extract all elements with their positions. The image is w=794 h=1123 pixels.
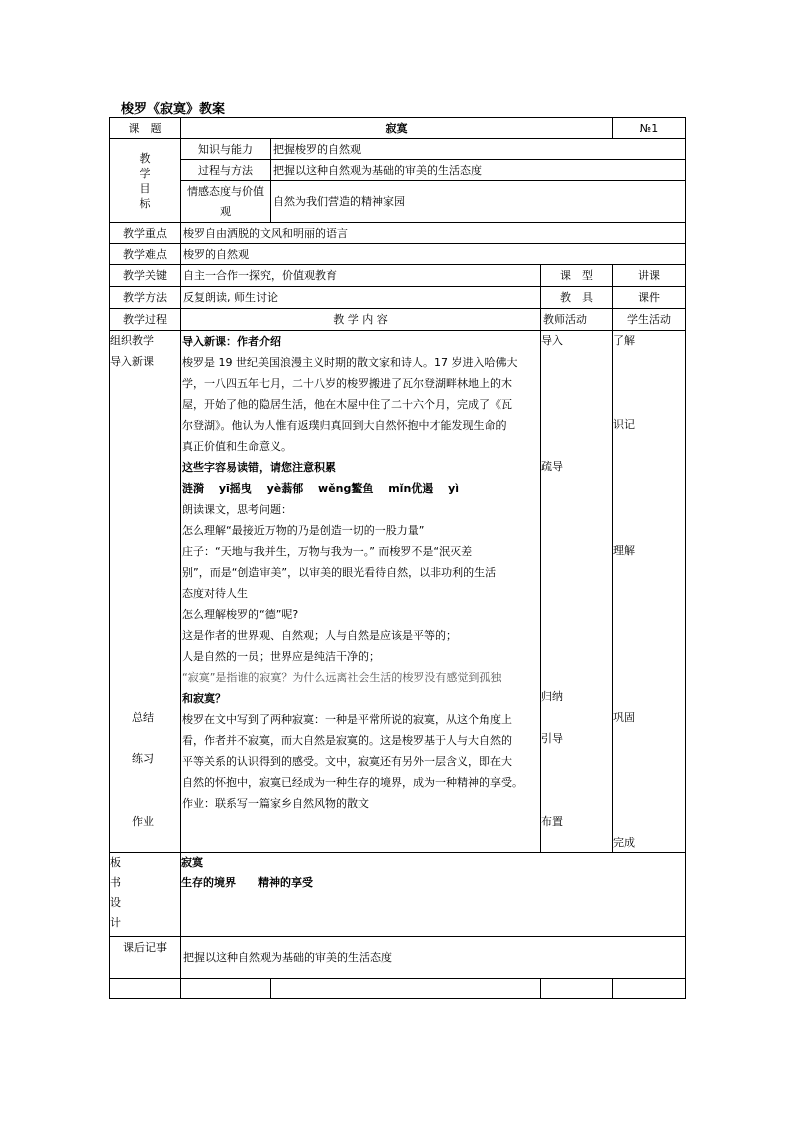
row-board-design (110, 853, 686, 937)
key-point-value: 梭罗自由洒脱的文风和明丽的语言 (181, 223, 686, 244)
topic-value: 寂寞 (181, 118, 613, 139)
objectives-label (110, 139, 181, 223)
method-value: 反复朗读, 师生讨论 (181, 287, 541, 309)
objectives-label-char: 学 (139, 166, 151, 180)
blank-cell (613, 979, 686, 999)
tools-label: 教 具 (541, 287, 613, 309)
row-process-header (110, 309, 686, 331)
row-method (110, 287, 686, 309)
stage-intro: 导入新课 (110, 355, 154, 368)
content-line: 朗读课文，思考问题： (182, 503, 292, 516)
key-value: 自主一合作一探究，价值观教育 (181, 265, 541, 287)
objective-label: 情感态度与价值观 (181, 181, 271, 223)
board-content (181, 853, 686, 937)
content-line: 作业：联系写一篇家乡自然风物的散文 (182, 797, 369, 810)
stage-homework: 作业 (132, 815, 154, 828)
blank-cell (271, 979, 541, 999)
objectives-label-char: 目 (139, 181, 151, 195)
tools-value: 课件 (613, 287, 686, 309)
content-line: 平等关系的认识得到的感受。文中，寂寞还有另外一层含义，即在大 (182, 755, 512, 768)
objectives-label-char: 标 (139, 196, 151, 210)
content-line: 和寂寞？ (182, 692, 226, 705)
after-class-value: 把握以这种自然观为基础的审美的生活态度 (181, 937, 686, 979)
teacher-activity: 归纳 (541, 690, 563, 703)
method-label: 教学方法 (110, 287, 181, 309)
objective-value: 把握以这种自然观为基础的审美的生活态度 (271, 160, 686, 181)
content-line: 怎么理解“最接近万物的乃是创造一切的一股力量” (182, 524, 425, 537)
content-line: 梭罗在文中写到了两种寂寞：一种是平常所说的寂寞，从这个角度上 (182, 713, 512, 726)
content-line: “寂寞”是指谁的寂寞？为什么远离社会生活的梭罗没有感觉到孤独 (182, 671, 502, 684)
content-line: 态度对待人生 (182, 587, 248, 600)
stage-practice: 练习 (132, 752, 154, 765)
stage-column (110, 331, 181, 853)
row-topic (110, 118, 686, 139)
row-objective-attitude (110, 181, 686, 223)
board-label-char: 设 (110, 896, 121, 909)
student-activity: 识记 (613, 418, 635, 431)
content-header: 教 学 内 容 (181, 309, 541, 331)
student-activity: 完成 (613, 836, 635, 849)
process-label: 教学过程 (110, 309, 181, 331)
lesson-number: №1 (613, 118, 686, 139)
objective-value: 自然为我们营造的精神家园 (271, 181, 686, 223)
teacher-activity: 布置 (541, 815, 563, 828)
board-line: 生存的境界 精神的享受 (181, 876, 313, 889)
row-blank (110, 979, 686, 999)
row-after-class (110, 937, 686, 979)
board-label (110, 853, 181, 937)
objectives-label-char: 教 (139, 151, 151, 165)
content-line: 导入新课：作者介绍 (182, 335, 281, 348)
row-objective-process (110, 160, 686, 181)
teaching-content (181, 331, 541, 853)
lesson-type-value: 讲课 (613, 265, 686, 287)
student-activity: 了解 (613, 334, 635, 347)
key-point-label: 教学重点 (110, 223, 181, 244)
content-line: 怎么理解梭罗的“德”呢? (182, 608, 299, 621)
student-activity-column (613, 331, 686, 853)
board-label-char: 板 (110, 856, 121, 869)
lesson-plan-table (109, 117, 686, 999)
content-line: 涟漪 yī摇曳 yè蓊郁 wěng鳘鱼 mǐn优遏 yì (182, 482, 460, 495)
content-line: 梭罗是 19 世纪美国浪漫主义时期的散文家和诗人。17 岁进入哈佛大 (182, 356, 518, 369)
content-line: 尔登湖》。他认为人惟有返璞归真回到大自然怀抱中才能发现生命的 (182, 419, 507, 432)
stage-summary: 总结 (132, 711, 154, 724)
content-line: 学，一八四五年七月，二十八岁的梭罗搬进了瓦尔登湖畔林地上的木 (182, 377, 512, 390)
content-line: 真正价值和生命意义。 (182, 440, 292, 453)
objective-label: 知识与能力 (181, 139, 271, 160)
blank-cell (110, 979, 181, 999)
content-line: 屋，开始了他的隐居生活，他在木屋中住了二十六个月，完成了《瓦 (182, 398, 512, 411)
content-line: 别”，而是“创造审美”，以审美的眼光看待自然，以非功利的生活 (182, 566, 497, 579)
teacher-activity-column (541, 331, 613, 853)
content-line: 自然的怀抱中，寂寞已经成为一种生存的境界，成为一种精神的享受。 (182, 776, 523, 789)
difficulty-label: 教学难点 (110, 244, 181, 265)
lesson-type-label: 课 型 (541, 265, 613, 287)
after-class-label: 课后记事 (110, 937, 181, 979)
difficulty-value: 梭罗的自然观 (181, 244, 686, 265)
content-line: 庄子：“天地与我并生，万物与我为一。” 而梭罗不是“泯灭差 (182, 545, 473, 558)
row-key (110, 265, 686, 287)
student-activity: 理解 (613, 544, 635, 557)
board-label-char: 计 (110, 916, 121, 929)
row-key-point (110, 223, 686, 244)
row-difficulty (110, 244, 686, 265)
teacher-activity-header: 教师活动 (541, 309, 613, 331)
objective-value: 把握梭罗的自然观 (271, 139, 686, 160)
blank-cell (541, 979, 613, 999)
stage-organize: 组织教学 (110, 334, 154, 347)
content-line: 看，作者并不寂寞，而大自然是寂寞的。这是梭罗基于人与大自然的 (182, 734, 512, 747)
teacher-activity: 疏导 (541, 460, 563, 473)
teacher-activity: 引导 (541, 732, 563, 745)
teacher-activity: 导入 (541, 334, 563, 347)
objective-label: 过程与方法 (181, 160, 271, 181)
row-process-body (110, 331, 686, 853)
row-objective-knowledge (110, 139, 686, 160)
student-activity: 巩固 (613, 711, 635, 724)
student-activity-header: 学生活动 (613, 309, 686, 331)
content-line: 这些字容易读错，请您注意积累 (182, 461, 336, 474)
board-line: 寂寞 (181, 856, 203, 869)
topic-label: 课 题 (110, 118, 181, 139)
content-line: 人是自然的一员；世界应是纯洁干净的； (182, 650, 380, 663)
content-line: 这是作者的世界观、自然观；人与自然是应该是平等的； (182, 629, 457, 642)
document-title: 梭罗《寂寞》教案 (121, 102, 226, 117)
blank-cell (181, 979, 271, 999)
board-label-char: 书 (110, 876, 121, 889)
key-label: 教学关键 (110, 265, 181, 287)
